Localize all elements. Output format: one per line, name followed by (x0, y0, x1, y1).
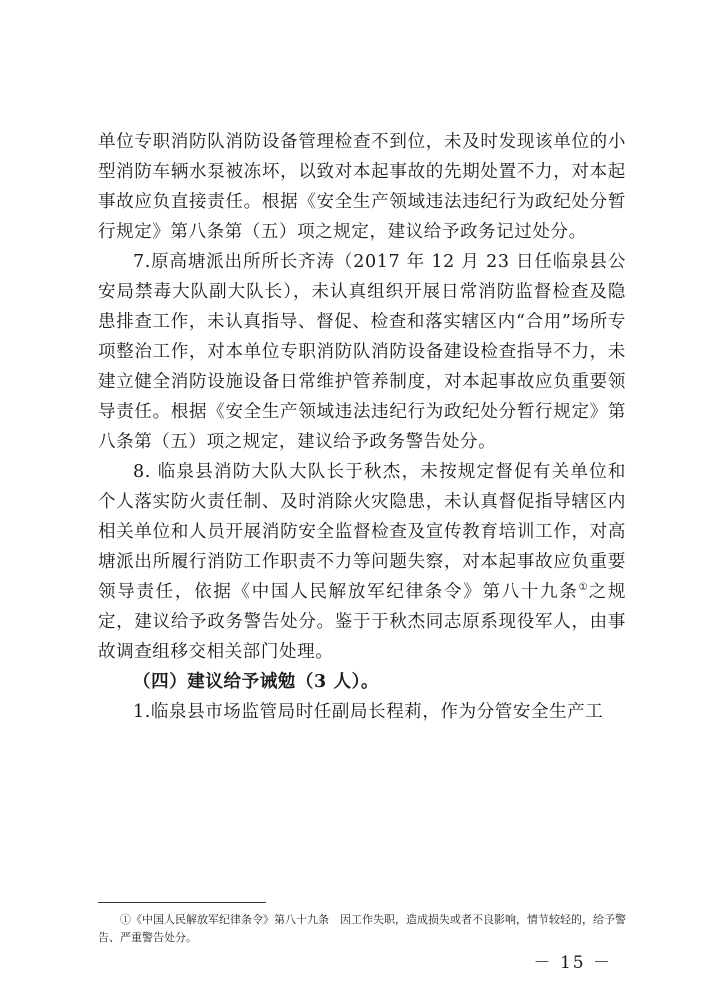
paragraph-item-7: 7.原高塘派出所所长齐涛（2017 年 12 月 23 日任临泉县公安局禁毒大队副大队长），未认真组织开展日常消防监督检查及隐患排查工作，未认真指导、督促、检查和落实辖区内“合用”场所专项整治工作，对本单位专职消防队消防设备建设检查指导不力，未建立健全消防设施设备日常维护管养制度，对本起事故应负重要领导责任。根据《安全生产领域违法违纪行为政纪处分暂行规定》第八条第（五）项之规定，建议给予政务警告处分。 (98, 252, 627, 452)
body-text (98, 127, 626, 727)
paragraph-item-8-text: 8. 临泉县消防大队大队长于秋杰，未按规定督促有关单位和个人落实防火责任制、及时消除火灾隐患，未认真督促指导辖区内相关单位和人员开展消防安全监督检查及宣传教育培训工作，对高塘派出所履行消防工作职责不力等问题失察，对本起事故应负重要领导责任，依据《中国人民解放军纪律条令》第八十九条 (98, 462, 626, 602)
footnote-marker[interactable]: ① (578, 582, 589, 594)
paragraph-continuation: 单位专职消防队消防设备管理检查不到位，未及时发现该单位的小型消防车辆水泵被冻坏，以致对本起事故的先期处置不力，对本起事故应负直接责任。根据《安全生产领域违法违纪行为政纪处分暂行规定》第八条第（五）项之规定，建议给予政务记过处分。 (98, 132, 626, 242)
footnote: ①《中国人民解放军纪律条令》第八十九条 因工作失职，造成损失或者不良影响，情节较轻的，给予警告、严重警告处分。 (98, 913, 626, 944)
page-number: － 15 － (533, 953, 612, 973)
footnote-divider (98, 902, 266, 903)
paragraph-item-8 (98, 457, 626, 667)
paragraph-item-8-text-cont: 之规定，建议给予政务警告处分。鉴于于秋杰同志原系现役军人，由事故调查组移交相关部门处理。 (98, 582, 627, 662)
section-heading: （四）建议给予诫勉（3 人）。 (133, 672, 380, 692)
paragraph-item-1: 1.临泉县市场监管局时任副局长程莉，作为分管安全生产工 (133, 702, 604, 722)
